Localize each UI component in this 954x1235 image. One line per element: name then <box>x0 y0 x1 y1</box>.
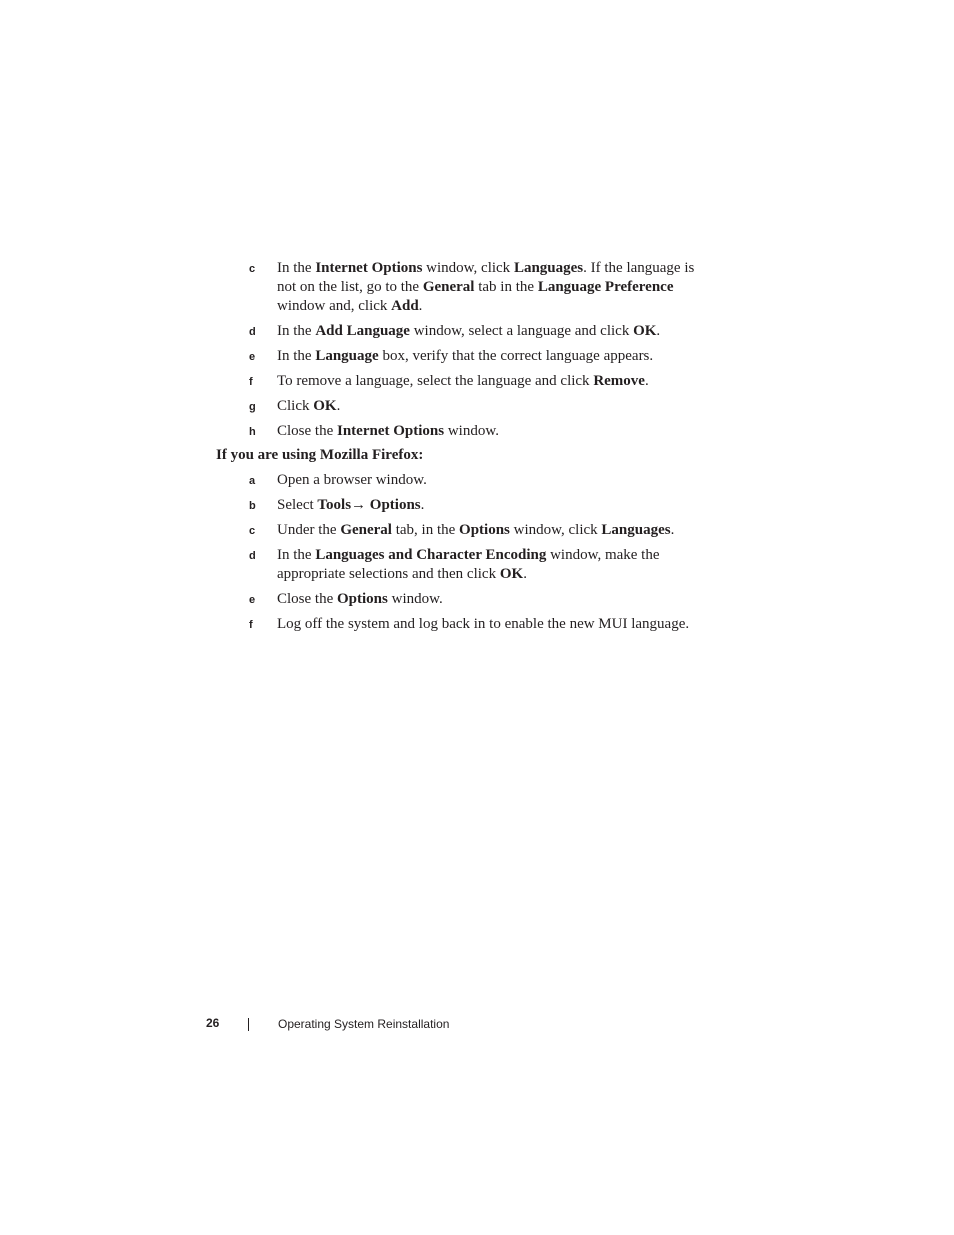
step-text-run: window, click <box>509 522 602 538</box>
step-letter: f <box>249 619 253 631</box>
ui-term: General <box>340 522 392 538</box>
list-item <box>249 347 719 366</box>
ui-term: Add <box>391 298 419 314</box>
step-text-run: In the <box>277 348 316 364</box>
step-letter: g <box>249 401 256 413</box>
step-text-run: window, make the appropriate selections and then click <box>277 547 660 582</box>
chapter-title: Operating System Reinstallation <box>278 1017 450 1031</box>
ui-term: Options <box>369 497 421 513</box>
step-letter: d <box>249 326 256 338</box>
ui-term: Languages <box>601 522 671 538</box>
step-text <box>277 496 712 515</box>
step-letter: e <box>249 594 256 606</box>
step-text-run: . <box>644 373 649 389</box>
step-text-run: In the <box>277 260 316 276</box>
ui-term: OK <box>313 398 337 414</box>
step-text <box>277 397 712 416</box>
step-text-run: window. <box>387 591 443 607</box>
list-item <box>249 521 719 540</box>
list-item <box>249 372 719 391</box>
ui-term: General <box>422 279 475 295</box>
step-text-run: tab, in the <box>391 522 460 538</box>
step-text-run: To remove a language, select the language and click <box>277 373 594 389</box>
list-item <box>249 259 719 316</box>
ui-term: Remove <box>593 373 645 389</box>
step-text <box>277 521 712 540</box>
page-footer <box>0 1014 954 1036</box>
step-text-run: . <box>420 497 425 513</box>
step-text <box>277 347 712 366</box>
step-text-run: Open a browser window. <box>277 472 427 488</box>
step-letter: f <box>249 376 253 388</box>
step-text-run: Under the <box>277 522 341 538</box>
ui-term: Languages <box>513 260 584 276</box>
step-letter: a <box>249 475 256 487</box>
step-text-run: . <box>336 398 341 414</box>
ui-term: Add Language <box>315 323 410 339</box>
step-letter: e <box>249 351 256 363</box>
step-text-run: window. <box>444 423 499 439</box>
step-text <box>277 546 712 584</box>
ui-term: Language Preference <box>537 279 674 295</box>
step-text-run: Click <box>277 398 314 414</box>
list-item <box>249 322 719 341</box>
step-text <box>277 471 712 490</box>
step-text-run: In the <box>277 323 316 339</box>
step-text-run: Close the <box>277 423 337 439</box>
page-number: 26 <box>206 1016 220 1030</box>
step-text-run: box, verify that the correct language appears. <box>378 348 654 364</box>
step-letter: c <box>249 263 256 275</box>
list-item <box>249 422 719 441</box>
step-text <box>277 590 712 609</box>
list-item <box>249 496 719 515</box>
step-text-run: In the <box>277 547 316 563</box>
step-text-run: → <box>351 497 370 513</box>
step-text-run: Log off the system and log back in to enable the new MUI language. <box>277 616 690 632</box>
footer-divider <box>248 1018 249 1031</box>
ui-term: Options <box>337 591 388 607</box>
step-letter: d <box>249 550 256 562</box>
step-text-run: . <box>418 298 423 314</box>
ie-steps-list <box>249 259 719 447</box>
step-text-run: . If the language is not on the list, go to the <box>277 260 695 295</box>
step-letter: h <box>249 426 256 438</box>
list-item <box>249 590 719 609</box>
ui-term: Language <box>315 348 379 364</box>
step-text-run: window, select a language and click <box>409 323 634 339</box>
step-text <box>277 259 712 316</box>
ui-term: Options <box>459 522 510 538</box>
ui-term: Internet Options <box>315 260 423 276</box>
step-text-run: window, click <box>422 260 514 276</box>
step-text <box>277 615 712 634</box>
firefox-subheading: If you are using Mozilla Firefox: <box>216 447 424 463</box>
list-item <box>249 546 719 584</box>
step-text-run: tab in the <box>474 279 538 295</box>
step-letter: c <box>249 525 256 537</box>
step-text <box>277 422 712 441</box>
ui-term: OK <box>499 566 524 582</box>
list-item <box>249 397 719 416</box>
list-item <box>249 615 719 634</box>
ui-term: Internet Options <box>337 423 445 439</box>
step-text <box>277 372 712 391</box>
step-text-run: window and, click <box>277 298 392 314</box>
ui-term: Languages and Character Encoding <box>315 547 547 563</box>
step-text-run: Select <box>277 497 318 513</box>
list-item <box>249 471 719 490</box>
step-text-run: . <box>656 323 661 339</box>
firefox-steps-list <box>249 471 719 640</box>
step-text-run: . <box>523 566 527 582</box>
step-letter: b <box>249 500 256 512</box>
ui-term: Tools <box>317 497 352 513</box>
step-text-run: Close the <box>277 591 337 607</box>
ui-term: OK <box>633 323 657 339</box>
step-text-run: . <box>670 522 675 538</box>
step-text <box>277 322 712 341</box>
